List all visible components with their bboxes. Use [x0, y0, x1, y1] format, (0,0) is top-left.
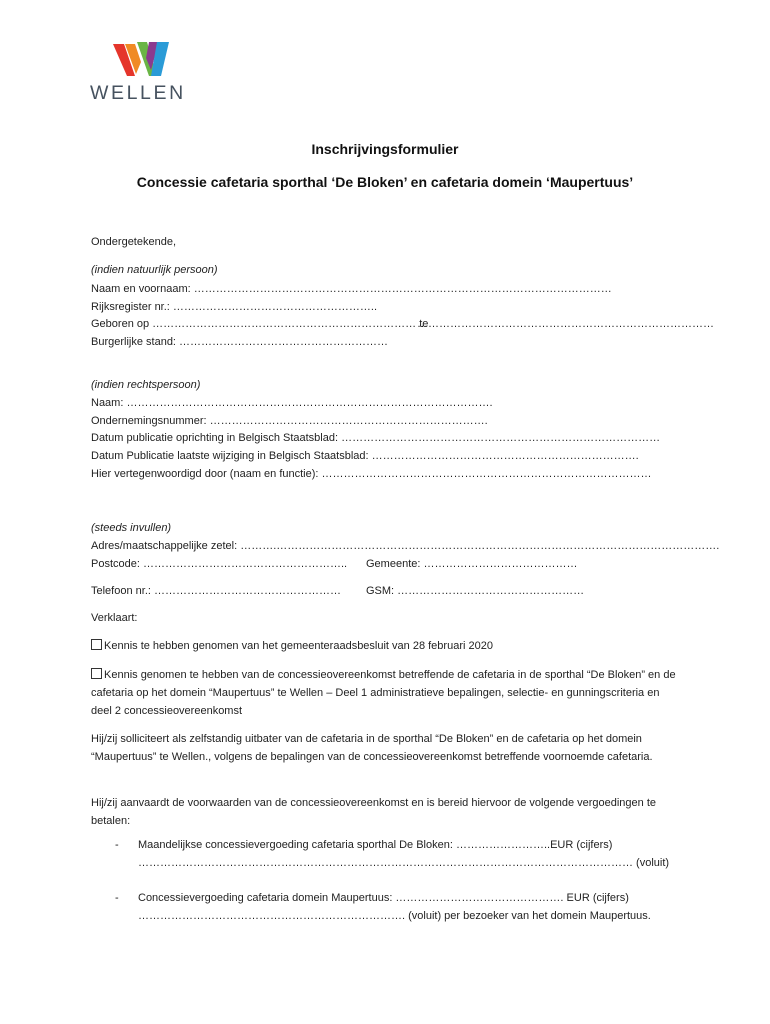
postcode-field[interactable]: Postcode: ……………………………………………….. — [91, 558, 348, 570]
change-publication-field[interactable]: Datum Publicatie laatste wijziging in Belgisch Staatsblad: ………………………………………………………………. — [91, 450, 639, 462]
checkbox-council-decision[interactable] — [91, 639, 102, 650]
fee-bloken-words-field[interactable]: ……………………………………………………………………………………………………………………… (voluit) — [138, 857, 670, 869]
wellen-logo-mark-icon — [111, 40, 191, 80]
founding-publication-field[interactable]: Datum publicatie oprichting in Belgisch Staatsblad: …………………………………………………………………………… — [91, 432, 661, 444]
representative-field[interactable]: Hier vertegenwoordigd door (naam en functie): ……………………………………………………………………………… — [91, 468, 652, 480]
fee-bloken-amount-field[interactable]: Maandelijkse concessievergoeding cafetaria sporthal De Bloken: ……………………..EUR (cijfers) — [138, 839, 613, 851]
name-field[interactable]: Naam en voornaam: …………………………………………………………………………………………………… — [91, 283, 612, 295]
intro-text: Ondergetekende, — [91, 236, 177, 248]
wellen-logo — [90, 40, 190, 104]
gsm-field[interactable]: GSM: …………………………………………… — [366, 585, 585, 597]
application-paragraph: Hij/zij solliciteert als zelfstandig uitbater van de cafetaria in de sporthal “De Bloken” en de cafetaria op het domein “Maupertuus” te Wellen., volgens de bepalingen van de concessieovereenkomst betreffende voornoemde cafetaria. — [91, 733, 653, 763]
always-fill-header: (steeds invullen) — [91, 522, 172, 534]
natural-person-header: (indien natuurlijk persoon) — [91, 264, 218, 276]
national-register-field[interactable]: Rijksregister nr.: ……………………………………………….. — [91, 301, 378, 313]
birth-place-field[interactable]: ……………………………………………………………………… — [417, 318, 714, 330]
form-subtitle: Concessie cafetaria sporthal ‘De Bloken’ en cafetaria domein ‘Maupertuus’ — [136, 174, 634, 190]
address-field[interactable]: Adres/maatschappelijke zetel: ……….…………………………………………………………………………………………………………. — [91, 540, 720, 552]
checkbox-concession-agreement[interactable] — [91, 668, 102, 679]
municipality-field[interactable]: Gemeente: …………………………………… — [366, 558, 578, 570]
list-bullet: - — [115, 839, 119, 851]
list-bullet: - — [115, 892, 119, 904]
declaration-1-text: Kennis te hebben genomen van het gemeenteraadsbesluit van 28 februari 2020 — [104, 640, 493, 652]
fee-maupertuus-amount-field[interactable]: Concessievergoeding cafetaria domein Maupertuus: ………………………………………. EUR (cijfers) — [138, 892, 629, 904]
company-name-field[interactable]: Naam: ………………………………………………………………………………………. — [91, 397, 493, 409]
declaration-2-text: Kennis genomen te hebben van de concessieovereenkomst betreffende de cafetaria in de sporthal “De Bloken” en de cafetaria op het domein “Maupertuus” te Wellen – Deel 1 administratieve bepalingen, selectie- en gunningscriteria en deel 2 concessieovereenkomst — [91, 669, 676, 717]
logo-wordmark: WELLEN — [90, 82, 186, 104]
phone-field[interactable]: Telefoon nr.: …………………………………………… — [91, 585, 341, 597]
legal-person-header: (indien rechtspersoon) — [91, 379, 201, 391]
company-number-field[interactable]: Ondernemingsnummer: …………………………………………………………………. — [91, 415, 488, 427]
declares-label: Verklaart: — [91, 612, 138, 624]
civil-status-field[interactable]: Burgerlijke stand: ………………………………………………… — [91, 336, 389, 348]
declaration-1 — [91, 637, 681, 655]
birth-date-field[interactable]: Geboren op ……………………………………………………………… te — [91, 318, 429, 330]
declaration-2 — [91, 666, 681, 720]
form-title: Inschrijvingsformulier — [311, 141, 459, 157]
acceptance-paragraph: Hij/zij aanvaardt de voorwaarden van de concessieovereenkomst en is bereid hiervoor de volgende vergoedingen te betalen: — [91, 797, 657, 827]
fee-maupertuus-words-field[interactable]: ………………………………………………………………. (voluit) per bezoeker van het domein Maupertuus. — [138, 910, 651, 922]
